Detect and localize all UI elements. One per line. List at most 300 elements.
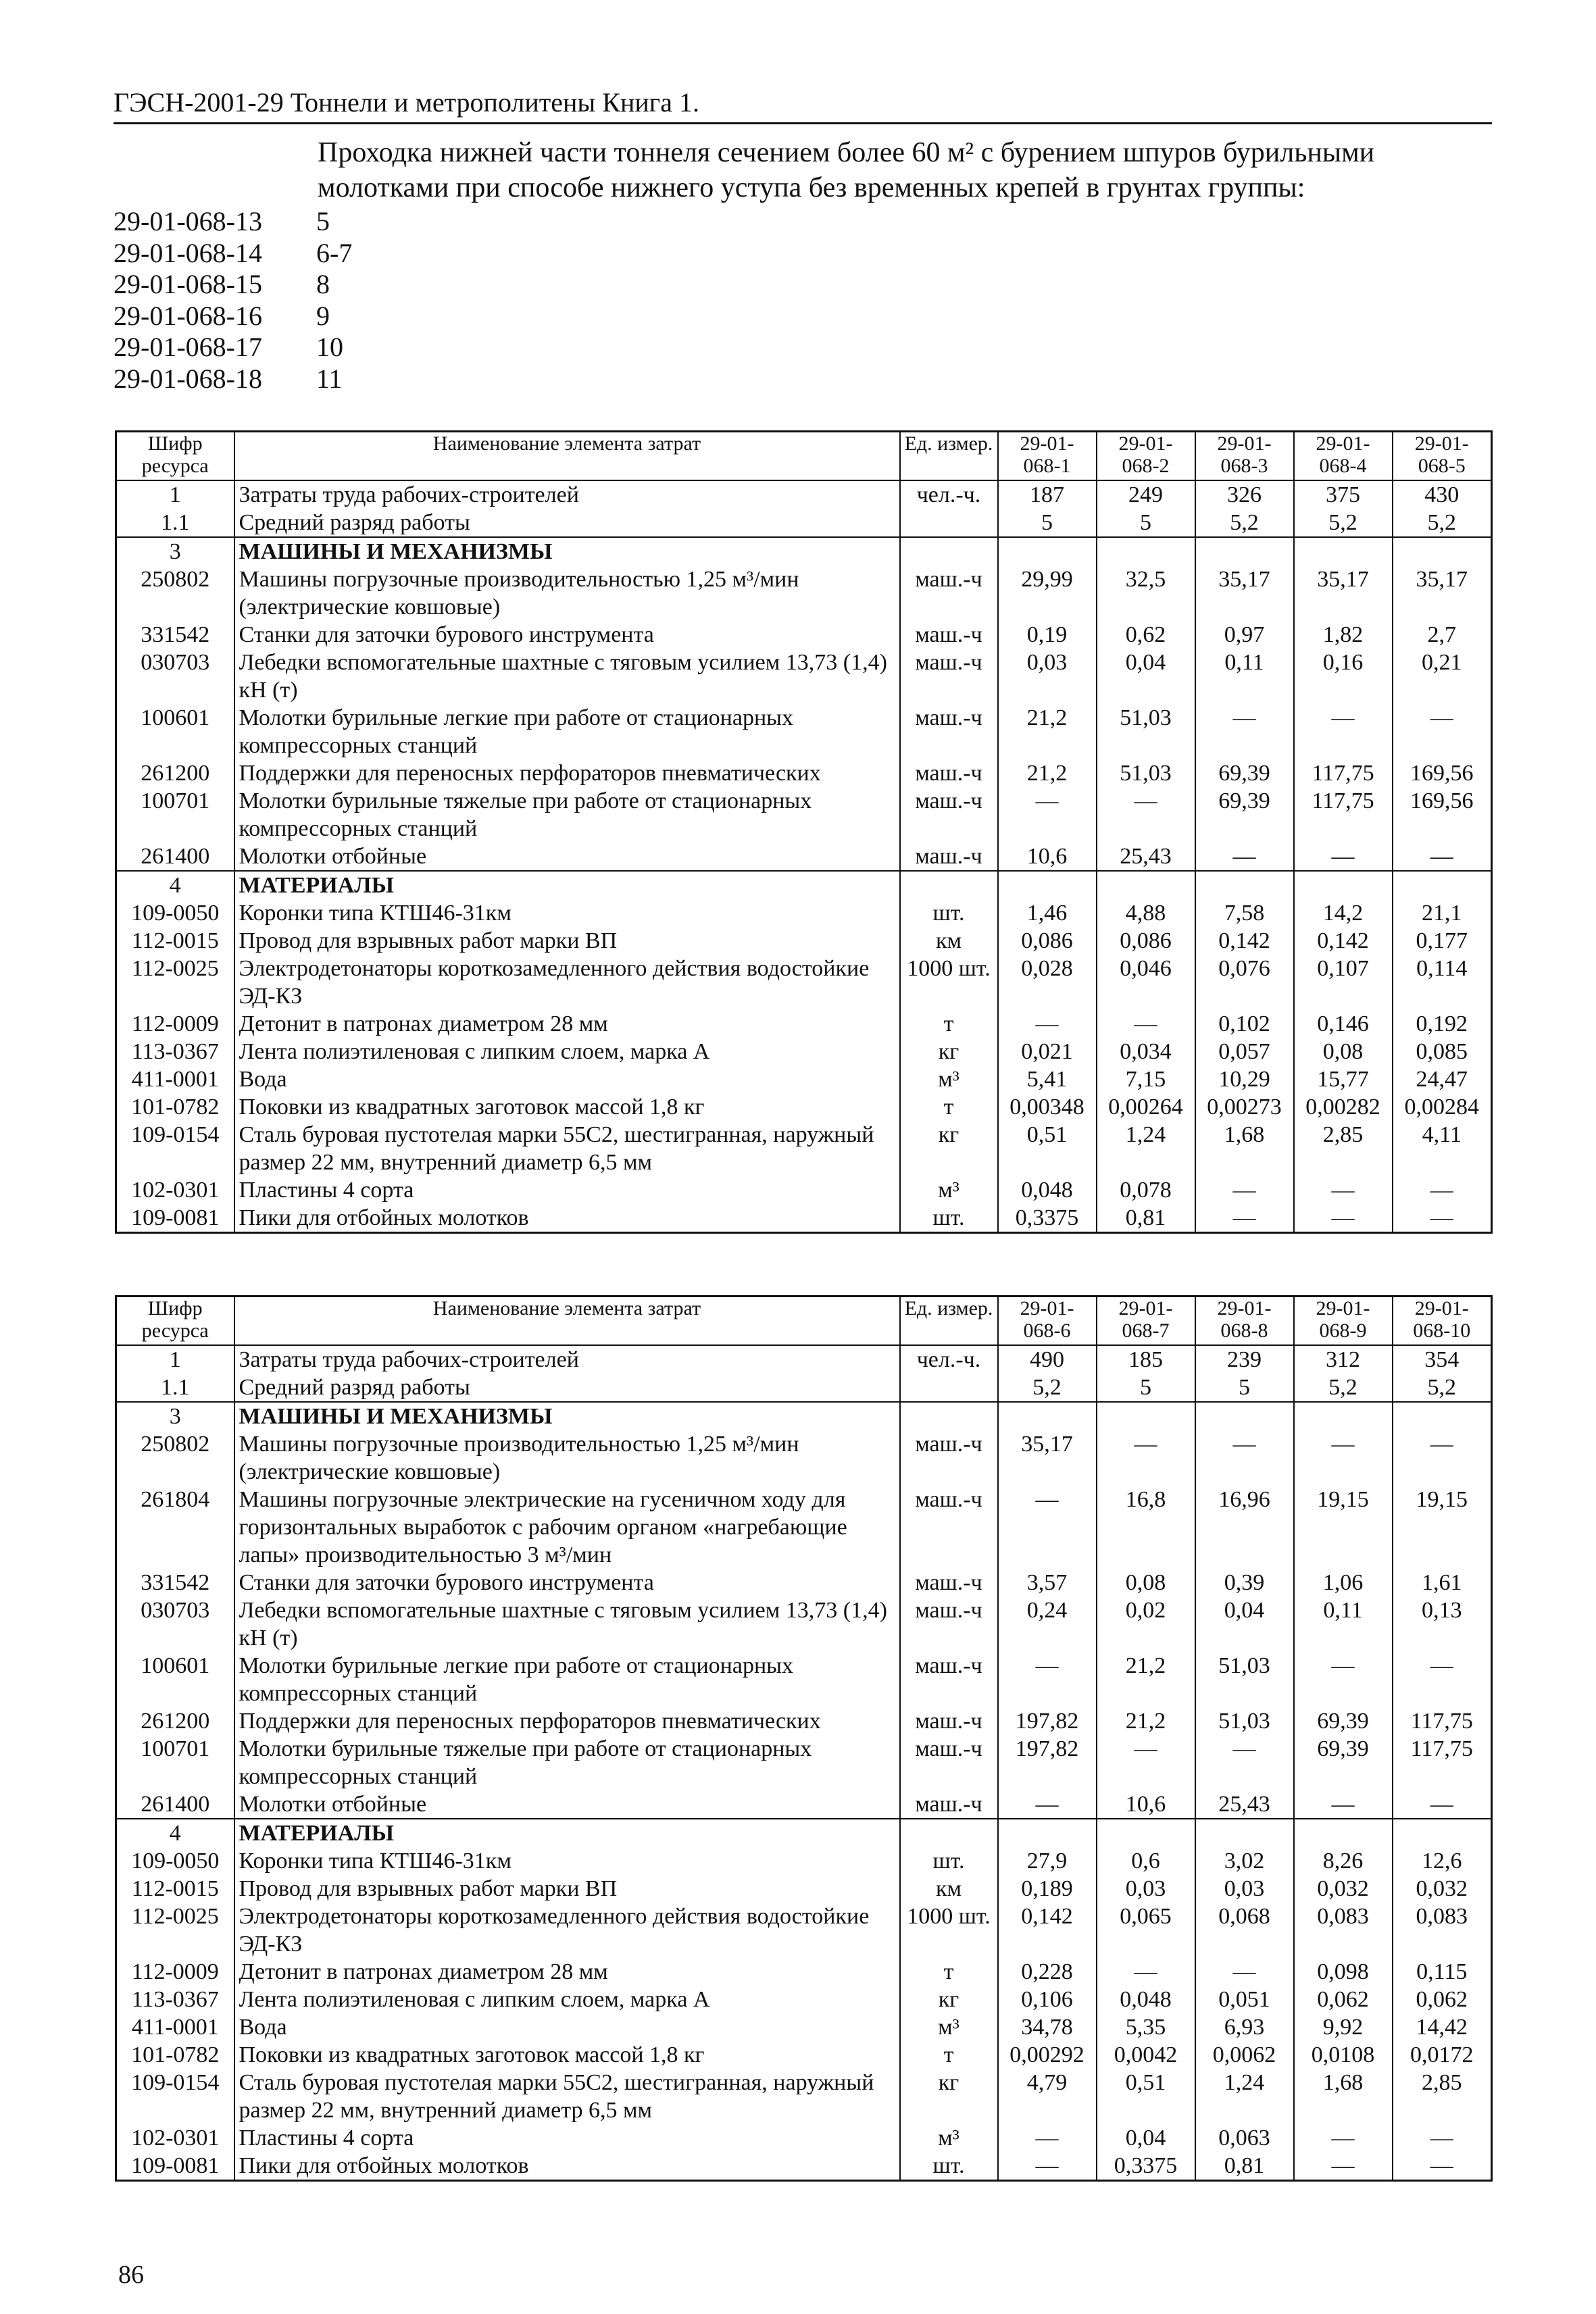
value-cell: 169,56 xyxy=(1393,787,1492,842)
value-cell: 35,17 xyxy=(998,1430,1097,1486)
element-name: Пластины 4 сорта xyxy=(234,1176,900,1204)
value-cell: 5 xyxy=(1195,1374,1294,1402)
table-row xyxy=(116,1204,1492,1233)
table-row xyxy=(116,899,1492,927)
value-cell: 0,046 xyxy=(1097,955,1195,1010)
table-row xyxy=(116,2013,1492,2041)
element-name: Затраты труда рабочих-строителей xyxy=(234,480,900,509)
table-row xyxy=(116,1735,1492,1790)
element-name: Пики для отбойных молотков xyxy=(234,2152,900,2181)
value-cell: 0,81 xyxy=(1195,2152,1294,2181)
resource-code-header: Шифр ресурса xyxy=(116,432,234,481)
unit: м³ xyxy=(900,2124,998,2152)
resource-code: 109-0050 xyxy=(116,1847,234,1875)
unit: кг xyxy=(900,1038,998,1065)
value-cell: 27,9 xyxy=(998,1847,1097,1875)
element-name: МАТЕРИАЛЫ xyxy=(234,1819,900,1847)
value-cell: 0,083 xyxy=(1294,1903,1393,1958)
soil-group: 9 xyxy=(316,300,330,331)
value-cell: 185 xyxy=(1097,1345,1195,1374)
value-cell xyxy=(998,1819,1097,1847)
code-row xyxy=(114,301,352,332)
unit: м³ xyxy=(900,2013,998,2041)
element-name: Коронки типа КТШ46-31км xyxy=(234,899,900,927)
value-cell: 0,08 xyxy=(1097,1569,1195,1596)
value-cell: 51,03 xyxy=(1097,704,1195,759)
resource-code: 331542 xyxy=(116,1569,234,1596)
value-cell: 21,1 xyxy=(1393,899,1492,927)
unit: маш.-ч xyxy=(900,649,998,704)
unit: т xyxy=(900,1958,998,1986)
element-name: Сталь буровая пустотелая марки 55С2, шестигранная, наружный размер 22 мм, внутренний диаметр 6,5 мм xyxy=(234,1121,900,1176)
table-row xyxy=(116,1596,1492,1652)
table-row xyxy=(116,1790,1492,1819)
element-name: Машины погрузочные производительностью 1,25 м³/мин (электрические ковшовые) xyxy=(234,1430,900,1486)
table-row xyxy=(116,1903,1492,1958)
resource-code: 112-0025 xyxy=(116,1903,234,1958)
value-cell: 19,15 xyxy=(1393,1486,1492,1569)
element-name-header: Наименование элемента затрат xyxy=(234,1297,900,1346)
value-cell: — xyxy=(1294,1652,1393,1707)
unit: шт. xyxy=(900,899,998,927)
value-cell: 5,2 xyxy=(1294,1374,1393,1402)
value-cell: — xyxy=(998,2152,1097,2181)
table-row xyxy=(116,704,1492,759)
resource-code: 250802 xyxy=(116,1430,234,1486)
table-row xyxy=(116,842,1492,871)
table-row xyxy=(116,1065,1492,1093)
value-cell: 0,189 xyxy=(998,1875,1097,1903)
value-cell: 10,6 xyxy=(1097,1790,1195,1819)
value-cell: 430 xyxy=(1393,480,1492,509)
table-row xyxy=(116,927,1492,955)
value-cell: 51,03 xyxy=(1195,1652,1294,1707)
value-cell: — xyxy=(1195,1735,1294,1790)
table-row xyxy=(116,1875,1492,1903)
resource-code: 030703 xyxy=(116,1596,234,1652)
unit xyxy=(900,1819,998,1847)
unit: маш.-ч xyxy=(900,1790,998,1819)
value-cell: 1,82 xyxy=(1294,621,1393,649)
value-cell: — xyxy=(1393,1652,1492,1707)
code: 29-01-068-17 xyxy=(114,332,262,362)
element-name: Молотки бурильные легкие при работе от стационарных компрессорных станций xyxy=(234,1652,900,1707)
value-cell: — xyxy=(1097,1958,1195,1986)
value-cell: — xyxy=(1393,2124,1492,2152)
element-name: Затраты труда рабочих-строителей xyxy=(234,1345,900,1374)
value-cell: 4,79 xyxy=(998,2069,1097,2124)
value-cell xyxy=(1097,871,1195,899)
element-name: Провод для взрывных работ марки ВП xyxy=(234,927,900,955)
resource-code: 112-0015 xyxy=(116,927,234,955)
unit: кг xyxy=(900,1121,998,1176)
value-cell: — xyxy=(998,1010,1097,1038)
value-cell: 2,85 xyxy=(1393,2069,1492,2124)
value-cell: 14,42 xyxy=(1393,2013,1492,2041)
unit xyxy=(900,1402,998,1430)
value-cell: — xyxy=(1195,1204,1294,1233)
code: 29-01-068-14 xyxy=(114,237,262,268)
value-cell: 0,114 xyxy=(1393,955,1492,1010)
unit: шт. xyxy=(900,1847,998,1875)
value-cell xyxy=(1393,1819,1492,1847)
value-cell: 0,04 xyxy=(1097,649,1195,704)
unit: 1000 шт. xyxy=(900,1903,998,1958)
value-cell: — xyxy=(1097,787,1195,842)
value-cell: 0,97 xyxy=(1195,621,1294,649)
col-3-header: 29-01-068-8 xyxy=(1195,1297,1294,1346)
code: 29-01-068-15 xyxy=(114,269,262,299)
unit: км xyxy=(900,927,998,955)
value-cell: 5 xyxy=(998,509,1097,537)
element-name: Лебедки вспомогательные шахтные с тяговым усилием 13,73 (1,4) кН (т) xyxy=(234,649,900,704)
value-cell: — xyxy=(1195,1430,1294,1486)
resource-code: 3 xyxy=(116,537,234,565)
soil-group: 11 xyxy=(316,363,343,394)
value-cell: 1,68 xyxy=(1294,2069,1393,2124)
value-cell: — xyxy=(1294,2124,1393,2152)
col-4-header: 29-01-068-9 xyxy=(1294,1297,1393,1346)
value-cell xyxy=(1195,1402,1294,1430)
value-cell: 117,75 xyxy=(1294,759,1393,787)
value-cell: 69,39 xyxy=(1294,1707,1393,1735)
value-cell: 10,29 xyxy=(1195,1065,1294,1093)
resource-code: 109-0081 xyxy=(116,2152,234,2181)
value-cell: 7,15 xyxy=(1097,1065,1195,1093)
resource-code: 113-0367 xyxy=(116,1986,234,2013)
element-name: Вода xyxy=(234,2013,900,2041)
value-cell: — xyxy=(1294,842,1393,871)
value-cell xyxy=(998,871,1097,899)
element-name: Средний разряд работы xyxy=(234,1374,900,1402)
resource-code: 1.1 xyxy=(116,509,234,537)
value-cell: 2,7 xyxy=(1393,621,1492,649)
value-cell: — xyxy=(998,1790,1097,1819)
table-row xyxy=(116,1847,1492,1875)
table-row xyxy=(116,1038,1492,1065)
value-cell xyxy=(1294,871,1393,899)
resource-code: 113-0367 xyxy=(116,1038,234,1065)
unit xyxy=(900,1374,998,1402)
value-cell: 0,39 xyxy=(1195,1569,1294,1596)
resource-code: 102-0301 xyxy=(116,2124,234,2152)
code-row xyxy=(114,238,352,270)
table-row xyxy=(116,1374,1492,1402)
value-cell: 5,2 xyxy=(1195,509,1294,537)
resource-code: 100701 xyxy=(116,1735,234,1790)
element-name: Сталь буровая пустотелая марки 55С2, шестигранная, наружный размер 22 мм, внутренний диаметр 6,5 мм xyxy=(234,2069,900,2124)
table-row xyxy=(116,509,1492,537)
value-cell: 0,04 xyxy=(1195,1596,1294,1652)
value-cell: 5 xyxy=(1097,509,1195,537)
value-cell xyxy=(1393,871,1492,899)
table-row xyxy=(116,1430,1492,1486)
element-name: Электродетонаторы короткозамедленного действия водостойкие ЭД-КЗ xyxy=(234,955,900,1010)
element-name: Поковки из квадратных заготовок массой 1,8 кг xyxy=(234,2041,900,2069)
element-name: Лента полиэтиленовая с липким слоем, марка А xyxy=(234,1986,900,2013)
resource-code: 101-0782 xyxy=(116,2041,234,2069)
unit: маш.-ч xyxy=(900,1707,998,1735)
value-cell: 0,142 xyxy=(1294,927,1393,955)
col-2-header: 29-01-068-7 xyxy=(1097,1297,1195,1346)
value-cell: 0,3375 xyxy=(998,1204,1097,1233)
value-cell: — xyxy=(1294,2152,1393,2181)
value-cell: 239 xyxy=(1195,1345,1294,1374)
table-row xyxy=(116,537,1492,565)
value-cell: 24,47 xyxy=(1393,1065,1492,1093)
table-row xyxy=(116,1819,1492,1847)
value-cell: 0,21 xyxy=(1393,649,1492,704)
value-cell: 1,24 xyxy=(1195,2069,1294,2124)
unit: кг xyxy=(900,1986,998,2013)
value-cell: 0,02 xyxy=(1097,1596,1195,1652)
value-cell: 35,17 xyxy=(1393,565,1492,621)
element-name: Средний разряд работы xyxy=(234,509,900,537)
code-row xyxy=(114,332,352,363)
resource-code: 112-0009 xyxy=(116,1010,234,1038)
table-row xyxy=(116,2041,1492,2069)
unit: чел.-ч. xyxy=(900,480,998,509)
resource-code: 030703 xyxy=(116,649,234,704)
value-cell: — xyxy=(1195,1958,1294,1986)
value-cell: 5,2 xyxy=(998,1374,1097,1402)
code: 29-01-068-16 xyxy=(114,300,262,331)
value-cell: 35,17 xyxy=(1195,565,1294,621)
resource-code: 109-0081 xyxy=(116,1204,234,1233)
value-cell: 0,228 xyxy=(998,1958,1097,1986)
value-cell: 0,00292 xyxy=(998,2041,1097,2069)
value-cell: 5,35 xyxy=(1097,2013,1195,2041)
element-name: Молотки отбойные xyxy=(234,1790,900,1819)
code-list xyxy=(114,206,352,395)
unit xyxy=(900,871,998,899)
unit xyxy=(900,509,998,537)
value-cell: 0,00264 xyxy=(1097,1093,1195,1121)
table-row xyxy=(116,621,1492,649)
value-cell: 0,3375 xyxy=(1097,2152,1195,2181)
value-cell: 0,057 xyxy=(1195,1038,1294,1065)
value-cell: — xyxy=(998,2124,1097,2152)
resource-code: 102-0301 xyxy=(116,1176,234,1204)
value-cell: 10,6 xyxy=(998,842,1097,871)
value-cell: 0,00284 xyxy=(1393,1093,1492,1121)
table-row xyxy=(116,1121,1492,1176)
resource-code: 411-0001 xyxy=(116,1065,234,1093)
value-cell: 29,99 xyxy=(998,565,1097,621)
value-cell: 2,85 xyxy=(1294,1121,1393,1176)
value-cell: 0,048 xyxy=(1097,1986,1195,2013)
value-cell: 0,00282 xyxy=(1294,1093,1393,1121)
value-cell: 0,083 xyxy=(1393,1903,1492,1958)
resource-code: 4 xyxy=(116,871,234,899)
value-cell: 0,11 xyxy=(1195,649,1294,704)
table-row xyxy=(116,2124,1492,2152)
resource-code: 112-0025 xyxy=(116,955,234,1010)
value-cell: — xyxy=(1294,1430,1393,1486)
resource-code: 100601 xyxy=(116,1652,234,1707)
value-cell: 4,11 xyxy=(1393,1121,1492,1176)
value-cell: 117,75 xyxy=(1294,787,1393,842)
table-row xyxy=(116,2152,1492,2181)
value-cell xyxy=(1294,537,1393,565)
unit: шт. xyxy=(900,1204,998,1233)
resource-code: 1 xyxy=(116,1345,234,1374)
value-cell: 0,065 xyxy=(1097,1903,1195,1958)
value-cell: 354 xyxy=(1393,1345,1492,1374)
value-cell: 5,2 xyxy=(1393,1374,1492,1402)
value-cell: 0,048 xyxy=(998,1176,1097,1204)
value-cell: — xyxy=(1393,842,1492,871)
table-row xyxy=(116,955,1492,1010)
value-cell: 4,88 xyxy=(1097,899,1195,927)
table-row xyxy=(116,1093,1492,1121)
resource-code: 1.1 xyxy=(116,1374,234,1402)
unit: км xyxy=(900,1875,998,1903)
value-cell: — xyxy=(1294,1176,1393,1204)
value-cell: 0,03 xyxy=(998,649,1097,704)
resource-code: 261400 xyxy=(116,842,234,871)
unit: маш.-ч xyxy=(900,842,998,871)
value-cell xyxy=(1195,537,1294,565)
value-cell: 21,2 xyxy=(998,759,1097,787)
value-cell: 0,03 xyxy=(1097,1875,1195,1903)
value-cell: 7,58 xyxy=(1195,899,1294,927)
value-cell: 0,102 xyxy=(1195,1010,1294,1038)
value-cell xyxy=(1294,1819,1393,1847)
col-2-header: 29-01-068-2 xyxy=(1097,432,1195,481)
value-cell: 0,62 xyxy=(1097,621,1195,649)
header-row xyxy=(116,1297,1492,1346)
resource-code: 261200 xyxy=(116,1707,234,1735)
code-row xyxy=(114,269,352,301)
value-cell: 0,068 xyxy=(1195,1903,1294,1958)
value-cell: 0,11 xyxy=(1294,1596,1393,1652)
element-name: Молотки отбойные xyxy=(234,842,900,871)
value-cell: 6,93 xyxy=(1195,2013,1294,2041)
value-cell: 0,034 xyxy=(1097,1038,1195,1065)
value-cell: 19,15 xyxy=(1294,1486,1393,1569)
value-cell: 3,57 xyxy=(998,1569,1097,1596)
element-name: Поддержки для переносных перфораторов пневматических xyxy=(234,1707,900,1735)
value-cell: 0,51 xyxy=(1097,2069,1195,2124)
element-name: Вода xyxy=(234,1065,900,1093)
col-3-header: 29-01-068-3 xyxy=(1195,432,1294,481)
value-cell xyxy=(1294,1402,1393,1430)
value-cell: 0,106 xyxy=(998,1986,1097,2013)
value-cell: — xyxy=(1294,1204,1393,1233)
table-row xyxy=(116,1176,1492,1204)
value-cell: 0,81 xyxy=(1097,1204,1195,1233)
col-1-header: 29-01-068-6 xyxy=(998,1297,1097,1346)
unit: маш.-ч xyxy=(900,621,998,649)
value-cell: 15,77 xyxy=(1294,1065,1393,1093)
value-cell: 0,063 xyxy=(1195,2124,1294,2152)
unit: маш.-ч xyxy=(900,704,998,759)
value-cell: 0,076 xyxy=(1195,955,1294,1010)
value-cell: 5,2 xyxy=(1393,509,1492,537)
value-cell: 0,13 xyxy=(1393,1596,1492,1652)
unit: чел.-ч. xyxy=(900,1345,998,1374)
value-cell: 0,062 xyxy=(1393,1986,1492,2013)
value-cell: — xyxy=(1294,704,1393,759)
unit: шт. xyxy=(900,2152,998,2181)
resource-code-header: Шифр ресурса xyxy=(116,1297,234,1346)
value-cell: 1,24 xyxy=(1097,1121,1195,1176)
value-cell: — xyxy=(1195,704,1294,759)
table-row xyxy=(116,480,1492,509)
value-cell: 25,43 xyxy=(1195,1790,1294,1819)
table-row xyxy=(116,1345,1492,1374)
value-cell: 1,61 xyxy=(1393,1569,1492,1596)
value-cell: 0,021 xyxy=(998,1038,1097,1065)
value-cell: 0,00348 xyxy=(998,1093,1097,1121)
soil-group: 10 xyxy=(316,332,343,362)
value-cell: 5,2 xyxy=(1294,509,1393,537)
value-cell: 117,75 xyxy=(1393,1707,1492,1735)
value-cell: 35,17 xyxy=(1294,565,1393,621)
code: 29-01-068-18 xyxy=(114,363,262,394)
value-cell: 0,115 xyxy=(1393,1958,1492,1986)
resource-code: 101-0782 xyxy=(116,1093,234,1121)
unit: т xyxy=(900,1093,998,1121)
resource-code: 411-0001 xyxy=(116,2013,234,2041)
running-header: ГЭСН-2001-29 Тоннели и метрополитены Книга 1. xyxy=(114,86,1492,124)
element-name: Лента полиэтиленовая с липким слоем, марка А xyxy=(234,1038,900,1065)
value-cell: 16,8 xyxy=(1097,1486,1195,1569)
unit: маш.-ч xyxy=(900,1569,998,1596)
unit: м³ xyxy=(900,1176,998,1204)
value-cell xyxy=(1097,1819,1195,1847)
value-cell: 1,06 xyxy=(1294,1569,1393,1596)
table-row xyxy=(116,1402,1492,1430)
value-cell: 0,192 xyxy=(1393,1010,1492,1038)
value-cell: 0,142 xyxy=(1195,927,1294,955)
table-row xyxy=(116,759,1492,787)
unit: т xyxy=(900,2041,998,2069)
unit-header: Ед. измер. xyxy=(900,432,998,481)
table-row xyxy=(116,1707,1492,1735)
element-name: Поддержки для переносных перфораторов пневматических xyxy=(234,759,900,787)
value-cell: 0,03 xyxy=(1195,1875,1294,1903)
value-cell: 14,2 xyxy=(1294,899,1393,927)
unit xyxy=(900,537,998,565)
code: 29-01-068-13 xyxy=(114,206,262,236)
value-cell xyxy=(1097,537,1195,565)
value-cell: 249 xyxy=(1097,480,1195,509)
value-cell: 21,2 xyxy=(1097,1707,1195,1735)
table-row xyxy=(116,1986,1492,2013)
element-name: Пики для отбойных молотков xyxy=(234,1204,900,1233)
value-cell: 312 xyxy=(1294,1345,1393,1374)
col-4-header: 29-01-068-4 xyxy=(1294,432,1393,481)
element-name-header: Наименование элемента затрат xyxy=(234,432,900,481)
value-cell: 51,03 xyxy=(1195,1707,1294,1735)
value-cell: 0,00273 xyxy=(1195,1093,1294,1121)
soil-group: 8 xyxy=(316,269,330,299)
value-cell: 1,68 xyxy=(1195,1121,1294,1176)
element-name: Молотки бурильные тяжелые при работе от стационарных компрессорных станций xyxy=(234,1735,900,1790)
value-cell: 197,82 xyxy=(998,1707,1097,1735)
value-cell: 21,2 xyxy=(1097,1652,1195,1707)
value-cell: 0,04 xyxy=(1097,2124,1195,2152)
unit: м³ xyxy=(900,1065,998,1093)
value-cell: 3,02 xyxy=(1195,1847,1294,1875)
value-cell: — xyxy=(1393,704,1492,759)
value-cell: 0,08 xyxy=(1294,1038,1393,1065)
resource-code: 100701 xyxy=(116,787,234,842)
value-cell: 0,177 xyxy=(1393,927,1492,955)
value-cell: — xyxy=(1393,1176,1492,1204)
